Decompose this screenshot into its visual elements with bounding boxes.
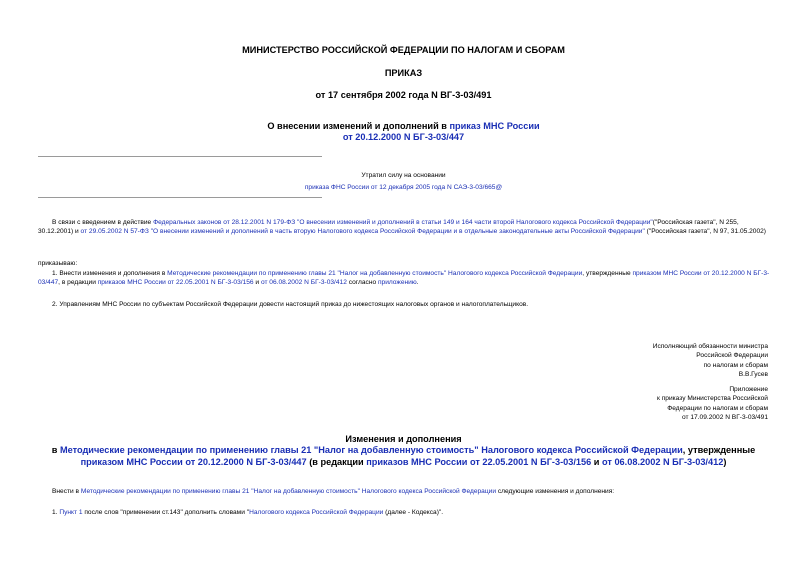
intro-text: В связи с введением в действие <box>52 219 154 226</box>
item-2 <box>38 300 770 309</box>
appendix-subtitle-text-3: (в редакции <box>306 456 367 467</box>
item-1 <box>38 269 770 288</box>
item2-text: 2. Управлениям МНС России по субъектам Российской Федерации довести настоящий приказ до нижестоящих налоговых органов и налогоплательщиков. <box>52 301 529 308</box>
signature-line: Исполняющий обязанности министра <box>652 343 768 350</box>
point1-text: 1. <box>52 509 60 516</box>
intro-law-link-1[interactable]: Федеральных законов от 28.12.2001 N 179-ФЗ "О внесении изменений и дополнений в статьи 149 и 164 части второй Налогового кодекса Российской Федерации" <box>153 219 653 226</box>
appendix-ref-line: Федерации по налогам и сборам <box>667 404 768 412</box>
item1-text-6: . <box>416 279 419 287</box>
intro-text-2: ("Российская газета", N 255, 30.12.2001) и <box>38 219 739 236</box>
appendix-intro-text-2: следующие изменения и дополнения: <box>496 488 615 495</box>
item1-text-2: , утвержденные <box>582 270 633 277</box>
appendix-reference <box>657 385 768 423</box>
appendix-title: Изменения и дополнения <box>345 434 462 444</box>
appendix-subtitle-text-4: и <box>591 456 603 467</box>
appendix-link-recommendations[interactable]: Методические рекомендации по применению главы 21 "Налог на добавленную стоимость" Налогового кодекса Российской Федерации <box>59 445 683 455</box>
item1-link-appendix[interactable]: приложению <box>377 279 417 287</box>
appendix-intro-text: Внести в <box>52 488 81 495</box>
status-note <box>0 170 807 194</box>
appendix-link-412[interactable]: от 06.08.2002 N БГ-3-03/412 <box>602 456 724 467</box>
item1-text-5: согласно <box>346 279 378 287</box>
status-link[interactable]: приказа ФНС России от 12 декабря 2005 года N САЭ-3-03/665@ <box>304 184 503 191</box>
subject-link[interactable]: приказ МНС России <box>449 121 540 131</box>
signature-line: по налогам и сборам <box>703 361 768 369</box>
subject-prefix: О внесении изменений и дополнений в <box>267 121 450 131</box>
order-word: приказываю: <box>38 260 78 267</box>
point1-link-code[interactable]: Налогового кодекса Российской Федерации <box>249 509 384 516</box>
signature-name: В.В.Гусев <box>738 371 768 379</box>
appendix-subtitle-text-2: , утвержденные <box>682 445 756 455</box>
appendix-ref-line: к приказу Министерства Российской <box>656 395 768 403</box>
point1-text-2: после слов "применении ст.143" дополнить словами " <box>82 509 250 516</box>
intro-paragraph <box>38 218 770 237</box>
appendix-subtitle-text-5: ) <box>723 456 727 467</box>
doc-date-heading: от 17 сентября 2002 года N ВГ-3-03/491 <box>315 90 492 100</box>
appendix-link-orders-156[interactable]: приказов МНС России от 22.05.2001 N БГ-3-03/156 <box>366 456 592 467</box>
item1-link-recommendations[interactable]: Методические рекомендации по применению главы 21 "Налог на добавленную стоимость" Налогового кодекса Российской Федерации <box>167 270 583 277</box>
appendix-subtitle <box>40 445 767 468</box>
subject-heading <box>0 121 807 143</box>
doc-type-heading: ПРИКАЗ <box>384 68 423 78</box>
appendix-ref-line: Приложение <box>729 386 768 393</box>
subject-link-line2[interactable]: от 20.12.2000 N БГ-3-03/447 <box>342 132 465 142</box>
point1-text-3: (далее - Кодекса)". <box>383 509 444 516</box>
item1-link-order[interactable]: приказом МНС России от 20.12.2000 N БГ-3-03/447 <box>38 270 770 287</box>
item1-link-orders-156[interactable]: приказов МНС России от 22.05.2001 N БГ-3-03/156 <box>97 279 254 287</box>
appendix-link-order[interactable]: приказом <box>80 456 124 467</box>
appendix-subtitle-text: в <box>51 445 60 455</box>
item1-link-412[interactable]: от 06.08.2002 N БГ-3-03/412 <box>260 279 347 287</box>
appendix-intro-link[interactable]: Методические рекомендации по применению главы 21 "Налог на добавленную стоимость" Налогового кодекса Российской Федерации <box>80 488 496 495</box>
point-1 <box>38 508 770 517</box>
item1-text-4: и <box>253 279 261 287</box>
item1-text: 1. Внести изменения и дополнения в <box>52 270 168 277</box>
intro-text-3: ("Российская газета", N 97, 31.05.2002) <box>644 228 766 236</box>
signature-line: Российской Федерации <box>696 352 768 360</box>
appendix-ref-line: от 17.09.2002 N ВГ-3-03/491 <box>682 414 768 422</box>
appendix-intro <box>38 487 770 496</box>
item1-text-3: , в редакции <box>58 279 98 287</box>
signature-block <box>653 342 768 380</box>
appendix-link-order-447[interactable]: МНС России от 20.12.2000 N БГ-3-03/447 <box>126 456 307 467</box>
point1-link-item[interactable]: Пункт 1 <box>59 509 83 516</box>
ministry-heading: МИНИСТЕРСТВО РОССИЙСКОЙ ФЕДЕРАЦИИ ПО НАЛОГАМ И СБОРАМ <box>242 45 565 55</box>
top-divider <box>38 156 322 157</box>
status-line: Утратил силу на основании <box>361 172 446 179</box>
intro-law-link-2[interactable]: от 29.05.2002 N 57-ФЗ "О внесении изменений и дополнений в часть вторую Налогового кодекса Российской Федерации и в отдельные законодательные акты Российской Федерации" <box>80 228 645 236</box>
bottom-divider <box>38 197 322 198</box>
